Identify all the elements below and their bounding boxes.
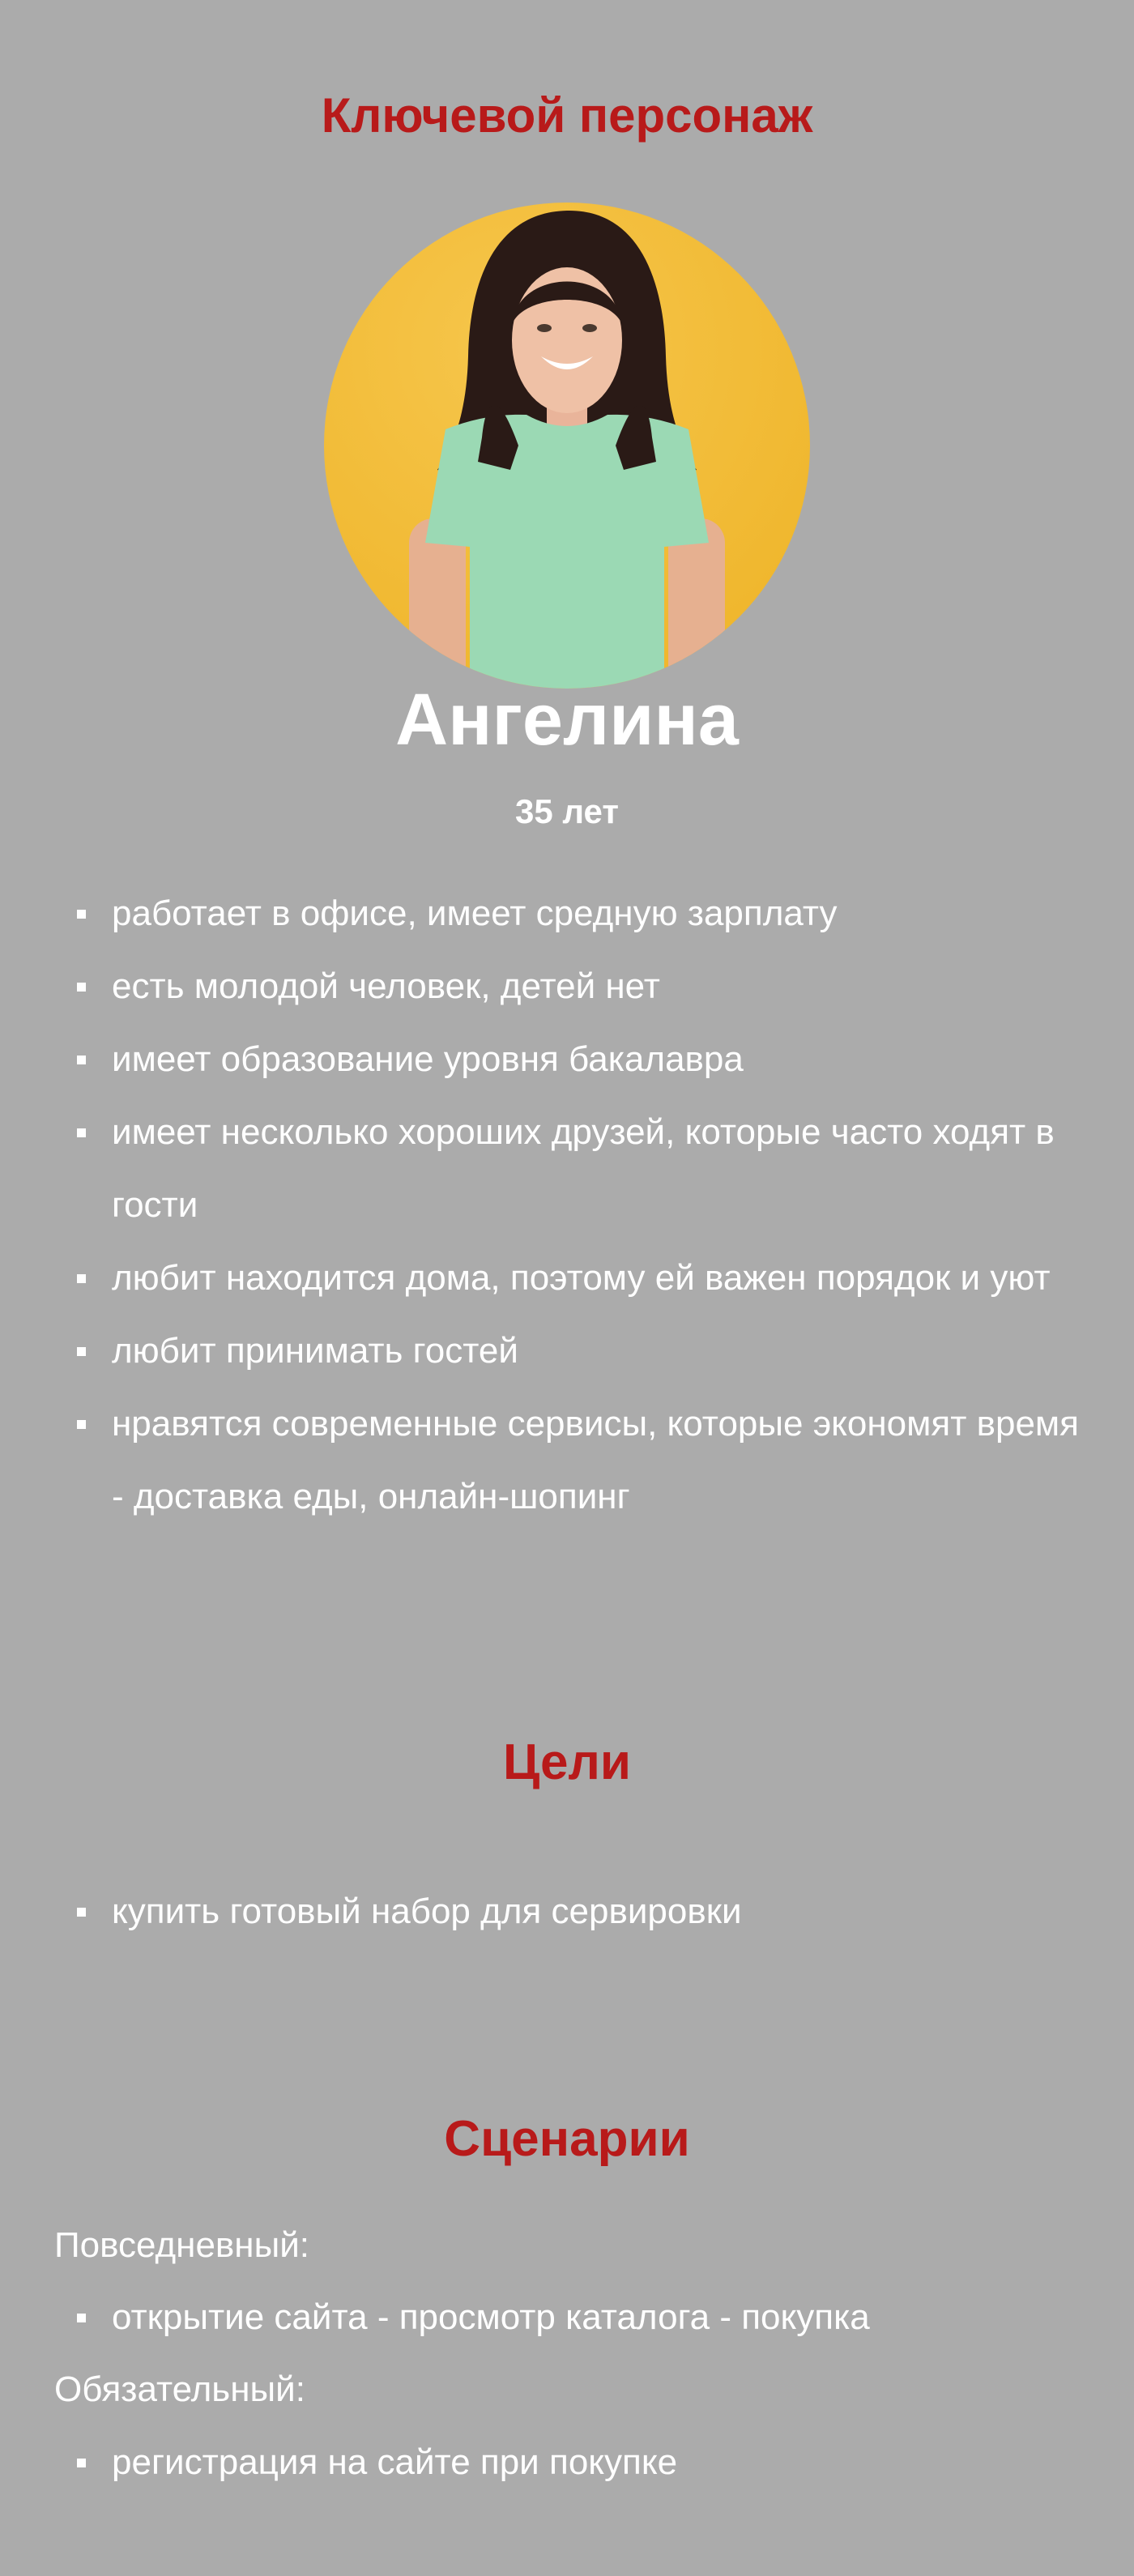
bullet-icon — [77, 1274, 86, 1283]
persona-photo — [324, 203, 810, 689]
bullet-icon — [77, 1908, 86, 1917]
list-item-text: любит принимать гостей — [112, 1331, 518, 1371]
bullet-icon — [77, 1056, 86, 1064]
bullet-icon — [77, 1128, 86, 1137]
list-item — [0, 2426, 1085, 2499]
list-item — [0, 2281, 1085, 2354]
list-item-text: имеет образование уровня бакалавра — [112, 1039, 744, 1079]
list-item-text: купить готовый набор для сервировки — [112, 1891, 742, 1931]
list-item — [0, 1242, 1085, 1315]
bullet-icon — [77, 983, 86, 992]
list-item — [0, 1096, 1085, 1242]
bullet-icon — [77, 1347, 86, 1356]
list-item-text: регистрация на сайте при покупке — [112, 2442, 678, 2482]
goals-heading: Цели — [502, 1734, 632, 1790]
mandatory-label: Обязательный: — [54, 2369, 305, 2409]
bullet-icon — [77, 2314, 86, 2322]
traits-list — [0, 877, 1085, 1533]
list-item-text: работает в офисе, имеет средную зарплату — [112, 893, 838, 933]
list-item — [0, 877, 1085, 950]
persona-age: 35 лет — [515, 792, 619, 830]
list-item — [0, 950, 1085, 1023]
bullet-icon — [77, 910, 86, 919]
list-item-text: нравятся современные сервисы, которые экономят время - доставка еды, онлайн-шопинг — [112, 1404, 1079, 1516]
everyday-label: Повседневный: — [54, 2225, 310, 2265]
list-item-text: есть молодой человек, детей нет — [112, 966, 660, 1006]
bullet-icon — [77, 2459, 86, 2467]
list-item — [0, 1875, 1085, 1948]
list-item — [0, 1315, 1085, 1388]
list-item-text: имеет несколько хороших друзей, которые часто ходят в гости — [112, 1112, 1055, 1225]
everyday-list — [0, 2281, 1085, 2354]
list-item — [0, 1023, 1085, 1096]
bullet-icon — [77, 1420, 86, 1429]
scenarios-heading: Сценарии — [444, 2111, 690, 2167]
page-title: Ключевой персонаж — [321, 88, 813, 143]
list-item — [0, 1388, 1085, 1533]
list-item-text: любит находится дома, поэтому ей важен порядок и уют — [112, 1258, 1051, 1298]
list-item-text: открытие сайта - просмотр каталога - покупка — [112, 2297, 870, 2337]
goals-list — [0, 1875, 1085, 1948]
persona-name: Ангелина — [395, 680, 739, 761]
mandatory-list — [0, 2426, 1085, 2499]
